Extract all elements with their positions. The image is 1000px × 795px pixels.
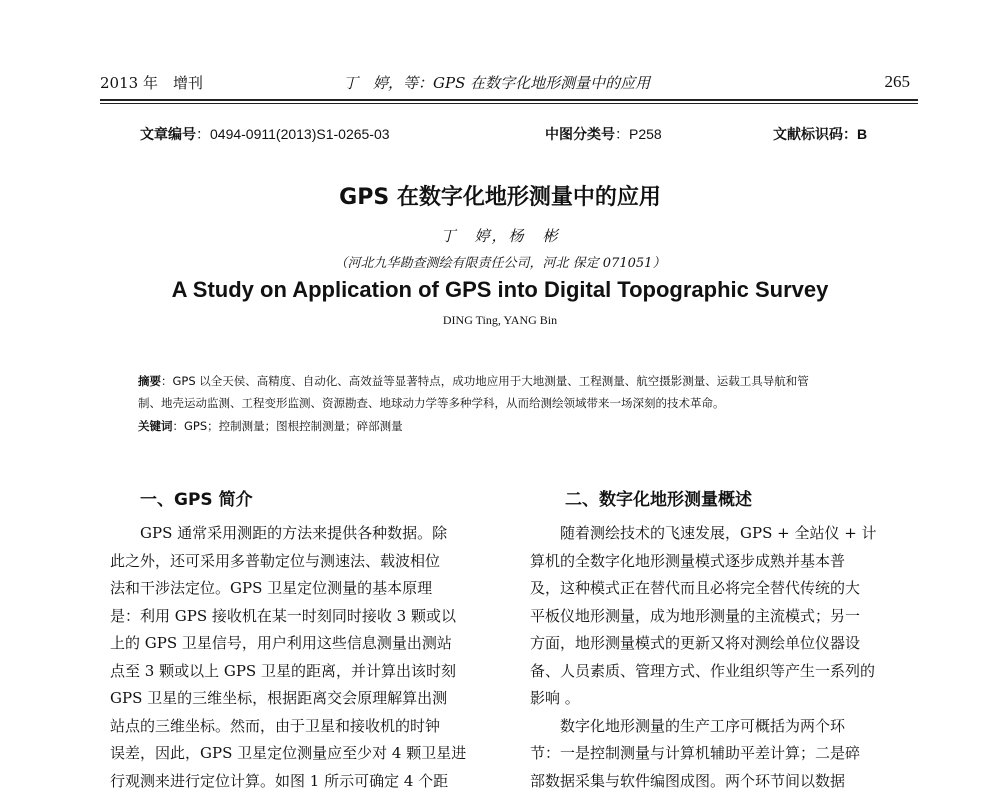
text-line: 备、人员素质、管理方式、作业组织等产生一系列的 xyxy=(530,658,895,686)
journal-issue: 2013 年 增刊 xyxy=(100,72,203,93)
header-rule-thin xyxy=(100,103,918,104)
text-line: 法和干涉法定位。GPS 卫星定位测量的基本原理 xyxy=(110,575,475,603)
text-line: 随着测绘技术的飞速发展，GPS + 全站仪 + 计 xyxy=(530,520,895,548)
clc-number xyxy=(545,124,662,144)
keywords xyxy=(138,415,883,437)
text-line: 方面，地形测量模式的更新又将对测绘单位仪器设 xyxy=(530,630,895,658)
running-header xyxy=(100,72,918,96)
document-code-label: 文献标识码 xyxy=(773,126,843,142)
clc-value: ：P258 xyxy=(615,126,662,142)
text-line: 站点的三维坐标。然而，由于卫星和接收机的时钟 xyxy=(110,713,475,741)
header-rule-thick xyxy=(100,99,918,101)
article-number-value: ：0494-0911(2013)S1-0265-03 xyxy=(196,126,390,142)
text-line: 数字化地形测量的生产工序可概括为两个环 xyxy=(530,713,895,741)
keywords-label: 关键词 xyxy=(138,419,173,433)
text-line: 点至 3 颗或以上 GPS 卫星的距离，并计算出该时刻 xyxy=(110,658,475,686)
abstract-line-2: 制、地壳运动监测、工程变形监测、资源勘查、地球动力学等多种学科，从而给测绘领域带来一场深刻的技术革命。 xyxy=(138,392,883,414)
running-title: 丁 婷，等：GPS 在数字化地形测量中的应用 xyxy=(343,72,650,93)
abstract-text-1: ：GPS 以全天侯、高精度、自动化、高效益等显著特点，成功地应用于大地测量、工程测量、航空摄影测量、运载工具导航和管 xyxy=(161,374,809,388)
column-left xyxy=(110,520,475,795)
text-line: 及，这种模式正在替代而且必将完全替代传统的大 xyxy=(530,575,895,603)
section-heading-2: 二、数字化地形测量概述 xyxy=(565,485,752,510)
text-line: 此之外，还可采用多普勒定位与测速法、载波相位 xyxy=(110,548,475,576)
document-code xyxy=(773,124,867,144)
abstract-line-1 xyxy=(138,370,883,392)
text-line: 是：利用 GPS 接收机在某一时刻同时接收 3 颗或以 xyxy=(110,603,475,631)
section-heading-1: 一、GPS 简介 xyxy=(140,485,253,510)
abstract xyxy=(138,370,883,414)
text-line: 影响 。 xyxy=(530,685,895,713)
text-line: GPS 卫星的三维坐标，根据距离交会原理解算出测 xyxy=(110,685,475,713)
text-line: 节：一是控制测量与计算机辅助平差计算；二是碎 xyxy=(530,740,895,768)
column-right xyxy=(530,520,895,795)
title-english: A Study on Application of GPS into Digital Topographic Survey xyxy=(0,277,1000,303)
authors-chinese: 丁 婷，杨 彬 xyxy=(0,225,1000,246)
article-number xyxy=(140,124,390,144)
affiliation: （河北九华勘查测绘有限责任公司，河北 保定 071051） xyxy=(0,252,1000,271)
page-number: 265 xyxy=(885,72,911,92)
text-line: 误差，因此，GPS 卫星定位测量应至少对 4 颗卫星进 xyxy=(110,740,475,768)
text-line: 上的 GPS 卫星信号，用户利用这些信息测量出测站 xyxy=(110,630,475,658)
abstract-label: 摘要 xyxy=(138,374,161,388)
authors-english: DING Ting, YANG Bin xyxy=(0,313,1000,328)
keywords-text: ：GPS；控制测量；图根控制测量；碎部测量 xyxy=(173,419,403,433)
title-chinese: GPS 在数字化地形测量中的应用 xyxy=(0,180,1000,211)
text-line: 部数据采集与软件编图成图。两个环节间以数据 xyxy=(530,768,895,795)
document-code-value: ：B xyxy=(843,126,867,142)
text-line: 算机的全数字化地形测量模式逐步成熟并基本普 xyxy=(530,548,895,576)
article-number-label: 文章编号 xyxy=(140,126,196,142)
clc-label: 中图分类号 xyxy=(545,126,615,142)
text-line: GPS 通常采用测距的方法来提供各种数据。除 xyxy=(110,520,475,548)
text-line: 平板仪地形测量，成为地形测量的主流模式；另一 xyxy=(530,603,895,631)
text-line: 行观测来进行定位计算。如图 1 所示可确定 4 个距 xyxy=(110,768,475,795)
